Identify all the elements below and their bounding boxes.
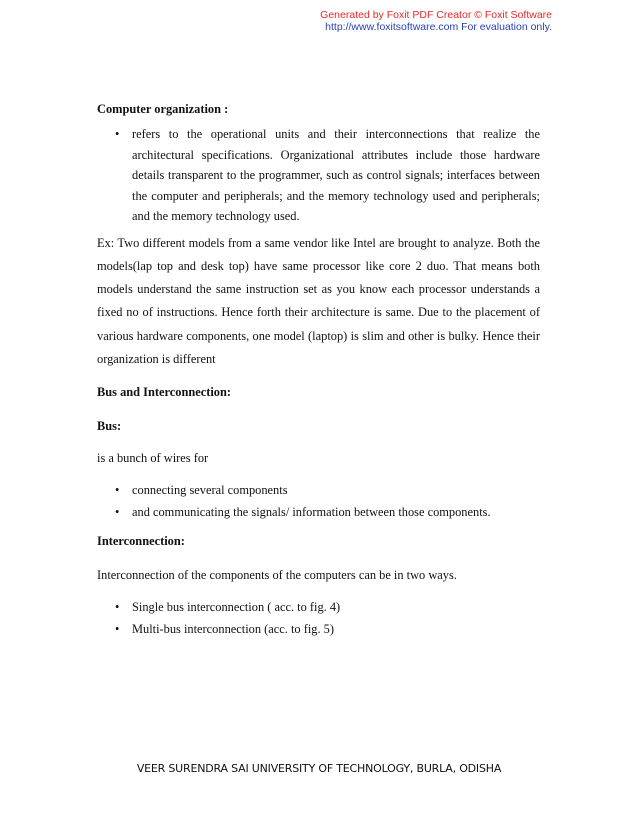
page-footer: VEER SURENDRA SAI UNIVERSITY OF TECHNOLOGY, BURLA, ODISHA [136,762,502,775]
bullet-icon: • [115,482,120,497]
foxit-watermark [320,9,552,33]
bullet-text: refers to the operational units and their interconnections that realize the architectural specifications. Organizational attributes include those hardware details transparent to the programmer, such as control signals; interfaces between the computer and peripherals; and the memory technology used and peripherals; and the memory technology used. [132,127,540,223]
heading-interconnection: Interconnection: [97,533,185,548]
document-body [97,100,540,640]
interconnection-intro: Interconnection of the components of the computers can be in two ways. [97,567,457,582]
bullet-icon: • [115,127,120,141]
list-item [97,596,540,618]
bullet-text: Single bus interconnection ( acc. to fig. 4) [132,599,341,614]
bullet-icon: • [115,621,120,636]
list-item [97,124,540,227]
bullet-icon: • [115,504,120,519]
bus-bullets [97,479,540,523]
bullet-icon: • [115,599,120,614]
list-item [97,501,540,523]
example-paragraph: Ex: Two different models from a same vendor like Intel are brought to analyze. Both the models(lap top and desk top) have same processor like core 2 duo. That means both models understand the same instruction set as you know each processor understands a fixed no of instructions. Hence forth their architecture is same. Due to the placement of various hardware components, one model (laptop) is slim and other is bulky. Hence their organization is different [97,235,540,366]
heading-bus: Bus: [97,419,122,434]
bullet-text: connecting several components [132,482,288,497]
watermark-line-2: http://www.foxitsoftware.com For evaluation only. [325,21,552,33]
watermark-line-1: Generated by Foxit PDF Creator © Foxit Software [320,9,552,21]
list-item [97,618,540,640]
interconnection-bullets [97,596,540,640]
computer-organization-bullets [97,124,540,227]
bullet-text: Multi-bus interconnection (acc. to fig. 5) [132,621,334,636]
bus-intro: is a bunch of wires for [97,451,209,466]
heading-bus-and-interconnection: Bus and Interconnection: [97,385,232,400]
heading-computer-organization: Computer organization : [97,102,229,116]
bullet-text: and communicating the signals/ information between those components. [132,504,491,519]
list-item [97,479,540,501]
